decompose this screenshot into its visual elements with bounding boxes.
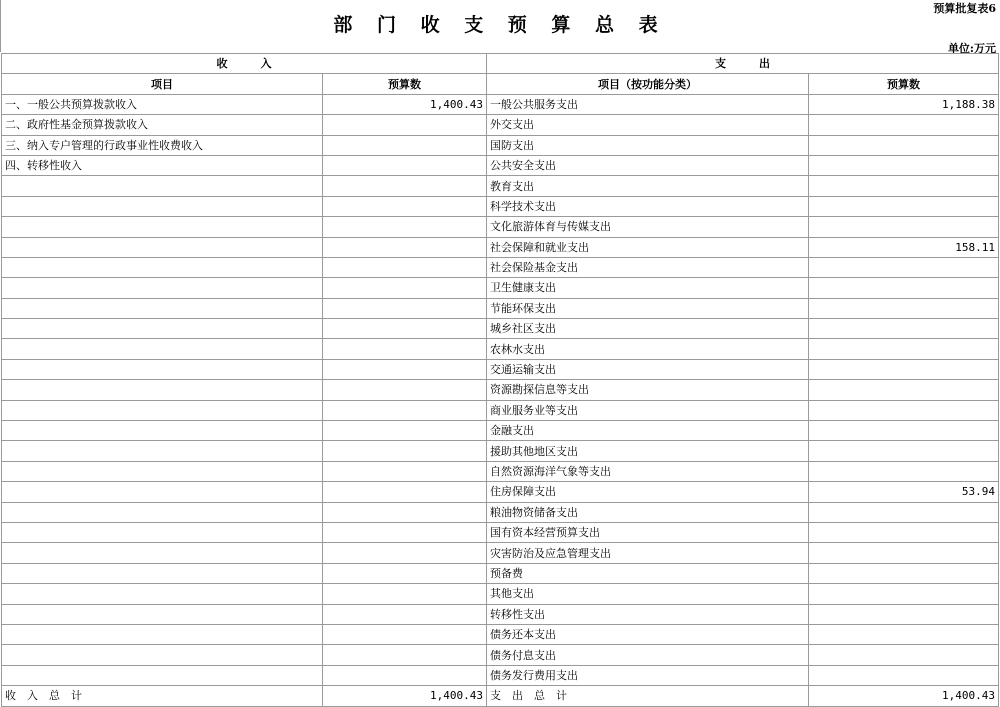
expenditure-item-cell: 科学技术支出 (487, 196, 809, 216)
income-item-cell: 二、政府性基金预算拨款收入 (2, 115, 323, 135)
budget-table (1, 53, 999, 707)
expenditure-amount-header: 预算数 (809, 74, 999, 94)
table-row (2, 155, 999, 175)
table-row (2, 196, 999, 216)
income-item-cell (2, 421, 323, 441)
income-item-cell (2, 278, 323, 298)
table-row (2, 502, 999, 522)
expenditure-amount-cell (809, 319, 999, 339)
expenditure-amount-cell (809, 115, 999, 135)
page-title: 部 门 收 支 预 算 总 表 (333, 14, 667, 36)
table-row (2, 441, 999, 461)
expenditure-item-cell: 社会保障和就业支出 (487, 237, 809, 257)
expenditure-amount-cell (809, 563, 999, 583)
expenditure-item-cell: 债务发行费用支出 (487, 665, 809, 685)
expenditure-item-cell: 一般公共服务支出 (487, 94, 809, 114)
income-amount-cell (323, 115, 487, 135)
income-item-cell (2, 298, 323, 318)
expenditure-item-cell: 文化旅游体育与传媒支出 (487, 217, 809, 237)
income-item-cell (2, 543, 323, 563)
expenditure-item-cell: 教育支出 (487, 176, 809, 196)
expenditure-amount-cell (809, 441, 999, 461)
section-header-row (2, 54, 999, 74)
table-row (2, 94, 999, 114)
expenditure-item-cell: 交通运输支出 (487, 359, 809, 379)
table-row (2, 400, 999, 420)
expenditure-amount-cell (809, 217, 999, 237)
expenditure-amount-cell: 53.94 (809, 482, 999, 502)
income-item-cell (2, 400, 323, 420)
income-amount-cell (323, 217, 487, 237)
expenditure-item-cell: 援助其他地区支出 (487, 441, 809, 461)
income-item-cell (2, 441, 323, 461)
expenditure-item-cell: 资源勘探信息等支出 (487, 380, 809, 400)
expenditure-amount-cell (809, 665, 999, 685)
expenditure-amount-cell (809, 359, 999, 379)
table-row (2, 135, 999, 155)
income-item-cell (2, 217, 323, 237)
table-row (2, 665, 999, 685)
expenditure-amount-cell (809, 155, 999, 175)
income-amount-cell (323, 359, 487, 379)
income-amount-cell (323, 278, 487, 298)
income-item-cell (2, 604, 323, 624)
income-amount-cell (323, 319, 487, 339)
expenditure-item-cell: 自然资源海洋气象等支出 (487, 461, 809, 481)
income-amount-cell (323, 624, 487, 644)
income-item-cell (2, 502, 323, 522)
income-total-amount: 1,400.43 (323, 686, 487, 706)
table-row (2, 543, 999, 563)
table-row (2, 298, 999, 318)
expenditure-amount-cell: 158.11 (809, 237, 999, 257)
expenditure-amount-cell (809, 502, 999, 522)
income-item-cell (2, 196, 323, 216)
income-amount-cell (323, 176, 487, 196)
income-total-label: 收 入 总 计 (2, 686, 323, 706)
table-row (2, 380, 999, 400)
income-item-cell (2, 563, 323, 583)
totals-row (2, 686, 999, 706)
expenditure-item-cell: 灾害防治及应急管理支出 (487, 543, 809, 563)
table-row (2, 563, 999, 583)
expenditure-item-cell: 社会保险基金支出 (487, 257, 809, 277)
table-row (2, 482, 999, 502)
table-row (2, 319, 999, 339)
expenditure-item-cell: 外交支出 (487, 115, 809, 135)
income-amount-cell (323, 441, 487, 461)
expenditure-total-amount: 1,400.43 (809, 686, 999, 706)
expenditure-amount-cell (809, 400, 999, 420)
income-item-cell (2, 237, 323, 257)
income-amount-cell (323, 339, 487, 359)
expenditure-amount-cell: 1,188.38 (809, 94, 999, 114)
income-item-cell: 四、转移性收入 (2, 155, 323, 175)
income-amount-cell (323, 380, 487, 400)
income-amount-cell (323, 645, 487, 665)
unit-label: 单位:万元 (947, 42, 996, 55)
income-amount-cell (323, 135, 487, 155)
expenditure-amount-cell (809, 380, 999, 400)
income-amount-cell (323, 298, 487, 318)
expenditure-item-cell: 其他支出 (487, 584, 809, 604)
income-amount-cell (323, 604, 487, 624)
table-row (2, 645, 999, 665)
form-number-label: 预算批复表6 (933, 2, 996, 15)
table-body (2, 94, 999, 685)
income-item-cell (2, 319, 323, 339)
expenditure-item-header: 项目（按功能分类） (487, 74, 809, 94)
table-row (2, 217, 999, 237)
income-item-cell: 一、一般公共预算拨款收入 (2, 94, 323, 114)
income-item-cell (2, 624, 323, 644)
table-row (2, 604, 999, 624)
income-amount-cell (323, 543, 487, 563)
expenditure-amount-cell (809, 522, 999, 542)
expenditure-item-cell: 商业服务业等支出 (487, 400, 809, 420)
income-item-cell (2, 176, 323, 196)
income-item-cell (2, 461, 323, 481)
expenditure-item-cell: 转移性支出 (487, 604, 809, 624)
income-item-cell (2, 665, 323, 685)
expenditure-amount-cell (809, 461, 999, 481)
expenditure-item-cell: 国有资本经营预算支出 (487, 522, 809, 542)
table-row (2, 339, 999, 359)
expenditure-item-cell: 住房保障支出 (487, 482, 809, 502)
income-amount-cell (323, 665, 487, 685)
table-row (2, 278, 999, 298)
expenditure-amount-cell (809, 421, 999, 441)
income-amount-cell (323, 482, 487, 502)
income-amount-cell (323, 237, 487, 257)
expenditure-item-cell: 节能环保支出 (487, 298, 809, 318)
expenditure-section-header: 支 出 (487, 54, 999, 74)
table-row (2, 359, 999, 379)
expenditure-amount-cell (809, 543, 999, 563)
table-row (2, 522, 999, 542)
income-amount-header: 预算数 (323, 74, 487, 94)
table-row (2, 421, 999, 441)
income-item-cell (2, 522, 323, 542)
expenditure-amount-cell (809, 176, 999, 196)
income-item-header: 项目 (2, 74, 323, 94)
income-item-cell (2, 339, 323, 359)
expenditure-item-cell: 农林水支出 (487, 339, 809, 359)
expenditure-item-cell: 金融支出 (487, 421, 809, 441)
expenditure-amount-cell (809, 257, 999, 277)
income-amount-cell (323, 155, 487, 175)
table-row (2, 115, 999, 135)
expenditure-amount-cell (809, 339, 999, 359)
income-item-cell (2, 584, 323, 604)
expenditure-item-cell: 国防支出 (487, 135, 809, 155)
column-header-row (2, 74, 999, 94)
table-row (2, 584, 999, 604)
expenditure-amount-cell (809, 196, 999, 216)
income-item-cell (2, 359, 323, 379)
income-amount-cell (323, 522, 487, 542)
income-amount-cell (323, 257, 487, 277)
table-row (2, 461, 999, 481)
income-amount-cell (323, 584, 487, 604)
expenditure-item-cell: 债务还本支出 (487, 624, 809, 644)
expenditure-total-label: 支 出 总 计 (487, 686, 809, 706)
income-amount-cell (323, 461, 487, 481)
income-item-cell (2, 257, 323, 277)
income-item-cell (2, 380, 323, 400)
table-row (2, 237, 999, 257)
expenditure-item-cell: 卫生健康支出 (487, 278, 809, 298)
expenditure-item-cell: 预备费 (487, 563, 809, 583)
expenditure-item-cell: 债务付息支出 (487, 645, 809, 665)
expenditure-amount-cell (809, 645, 999, 665)
expenditure-amount-cell (809, 298, 999, 318)
income-item-cell (2, 482, 323, 502)
table-row (2, 176, 999, 196)
expenditure-item-cell: 公共安全支出 (487, 155, 809, 175)
income-amount-cell (323, 421, 487, 441)
expenditure-amount-cell (809, 624, 999, 644)
table-row (2, 257, 999, 277)
expenditure-amount-cell (809, 584, 999, 604)
income-amount-cell (323, 563, 487, 583)
income-item-cell: 三、纳入专户管理的行政事业性收费收入 (2, 135, 323, 155)
expenditure-amount-cell (809, 604, 999, 624)
income-amount-cell (323, 502, 487, 522)
expenditure-item-cell: 城乡社区支出 (487, 319, 809, 339)
income-item-cell (2, 645, 323, 665)
income-amount-cell (323, 400, 487, 420)
income-section-header: 收 入 (2, 54, 487, 74)
expenditure-item-cell: 粮油物资储备支出 (487, 502, 809, 522)
income-amount-cell: 1,400.43 (323, 94, 487, 114)
table-row (2, 624, 999, 644)
income-amount-cell (323, 196, 487, 216)
expenditure-amount-cell (809, 278, 999, 298)
expenditure-amount-cell (809, 135, 999, 155)
